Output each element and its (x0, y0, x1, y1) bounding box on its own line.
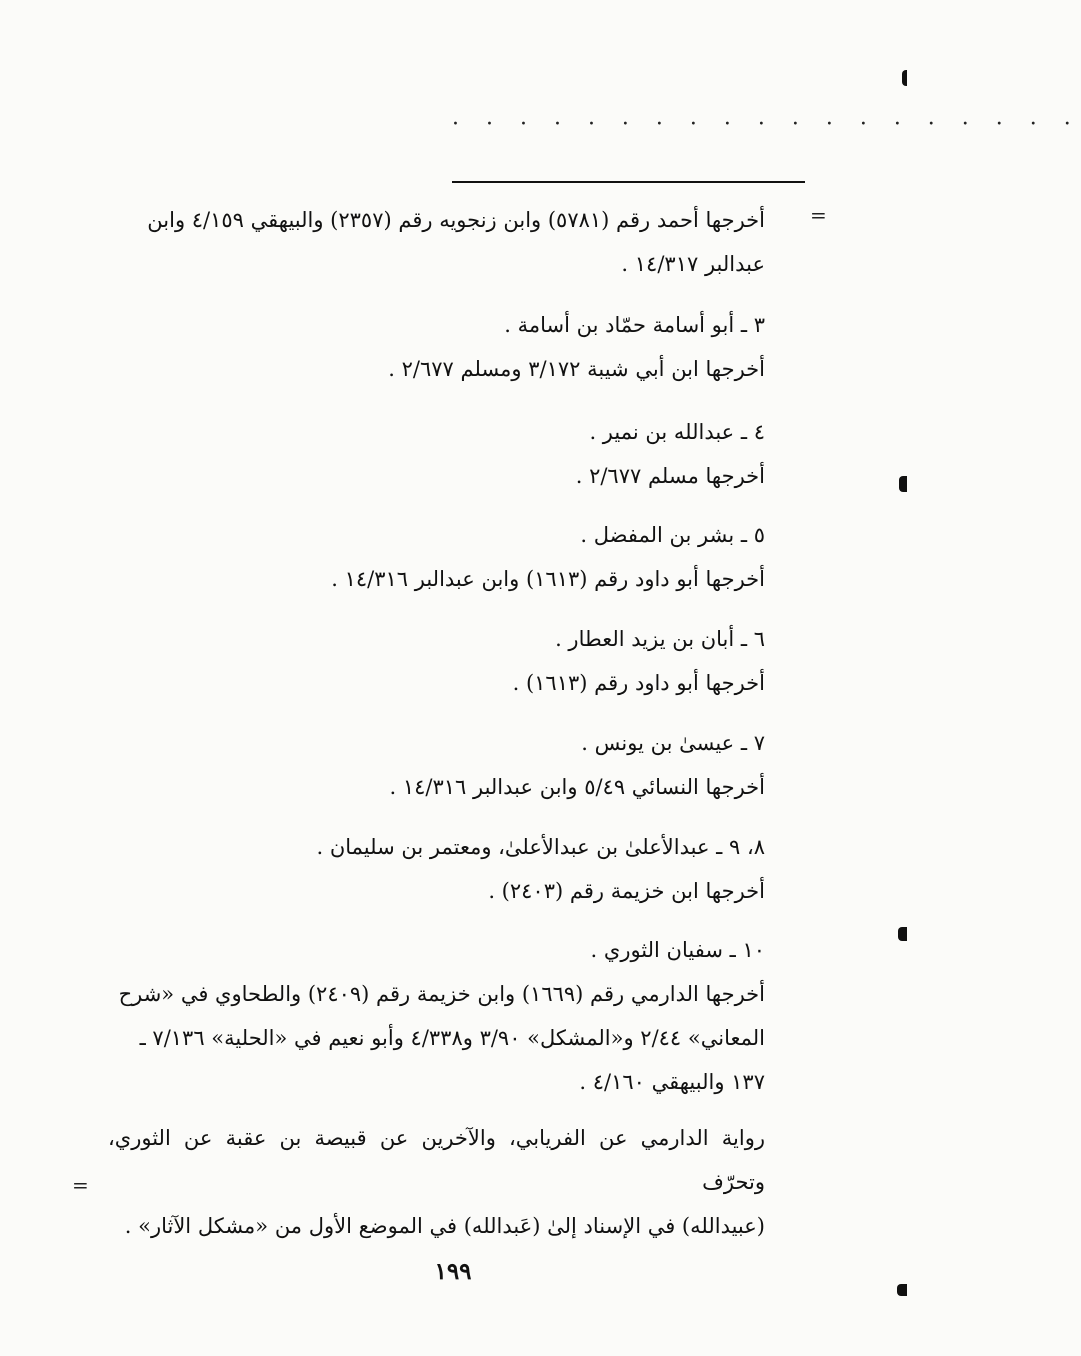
entry-heading: ٤ ـ عبدالله بن نمير . (589, 420, 765, 444)
entry-heading: ٥ ـ بشر بن المفضل . (580, 523, 765, 547)
entry-5 (108, 513, 765, 601)
entry-3 (108, 303, 765, 391)
ellipsis-separator: · · · · · · · · · · · · · · · · · · · (452, 112, 1081, 137)
entry-heading: ٣ ـ أبو أسامة حمّاد بن أسامة . (504, 313, 765, 337)
continuation-mark-bottom: = (72, 1173, 89, 1197)
text-line: (عبيدالله) في الإسناد إلىٰ (عَبدالله) في الموضع الأول من «مشكل الآثار» . (124, 1214, 765, 1238)
text-line: ١٣٧ والبيهقي ٤/١٦٠ . (579, 1070, 765, 1094)
text-line: عبدالبر ١٤/٣١٧ . (621, 252, 765, 276)
text-line: أخرجها أحمد رقم (٥٧٨١) وابن زنجويه رقم (٢٣٥٧) والبيهقي ٤/١٥٩ وابن (147, 208, 765, 232)
entry-8-9 (108, 825, 765, 913)
entry-7 (108, 721, 765, 809)
entry-heading: ٧ ـ عيسىٰ بن يونس . (581, 731, 765, 755)
scan-edge-mark (902, 70, 907, 86)
entry-10 (108, 928, 765, 1104)
page-number: ١٩٩ (434, 1258, 472, 1285)
entry-6 (108, 617, 765, 705)
text-line: أخرجها ابن خزيمة رقم (٢٤٠٣) . (488, 879, 765, 903)
entry-heading: ٨، ٩ ـ عبدالأعلىٰ بن عبدالأعلىٰ، ومعتمر بن سليمان . (316, 835, 765, 859)
closing-note (108, 1116, 765, 1248)
text-line: أخرجها مسلم ٢/٦٧٧ . (575, 464, 765, 488)
text-line: أخرجها أبو داود رقم (١٦١٣) وابن عبدالبر ١٤/٣١٦ . (331, 567, 765, 591)
text-line: المعاني» ٢/٤٤ و«المشكل» ٣/٩٠ و٤/٣٣٨ وأبو نعيم في «الحلية» ٧/١٣٦ ـ (139, 1026, 765, 1050)
entry-heading: ٦ ـ أبان بن يزيد العطار . (555, 627, 765, 651)
entry-4 (108, 410, 765, 498)
text-line: رواية الدارمي عن الفريابي، والآخرين عن قبيصة بن عقبة عن الثوري، وتحرّف (108, 1126, 765, 1194)
entry-continuation (108, 198, 765, 286)
scan-edge-mark (898, 927, 907, 941)
text-line: أخرجها ابن أبي شيبة ٣/١٧٢ ومسلم ٢/٦٧٧ . (388, 357, 765, 381)
entry-heading: ١٠ ـ سفيان الثوري . (590, 938, 765, 962)
continuation-mark-top: = (810, 203, 827, 227)
text-line: أخرجها النسائي ٥/٤٩ وابن عبدالبر ١٤/٣١٦ . (389, 775, 765, 799)
scan-edge-mark (897, 1284, 907, 1296)
footnote-rule (452, 181, 805, 183)
text-line: أخرجها الدارمي رقم (١٦٦٩) وابن خزيمة رقم (٢٤٠٩) والطحاوي في «شرح (118, 982, 765, 1006)
scan-edge-mark (899, 476, 907, 492)
text-line: أخرجها أبو داود رقم (١٦١٣) . (512, 671, 765, 695)
